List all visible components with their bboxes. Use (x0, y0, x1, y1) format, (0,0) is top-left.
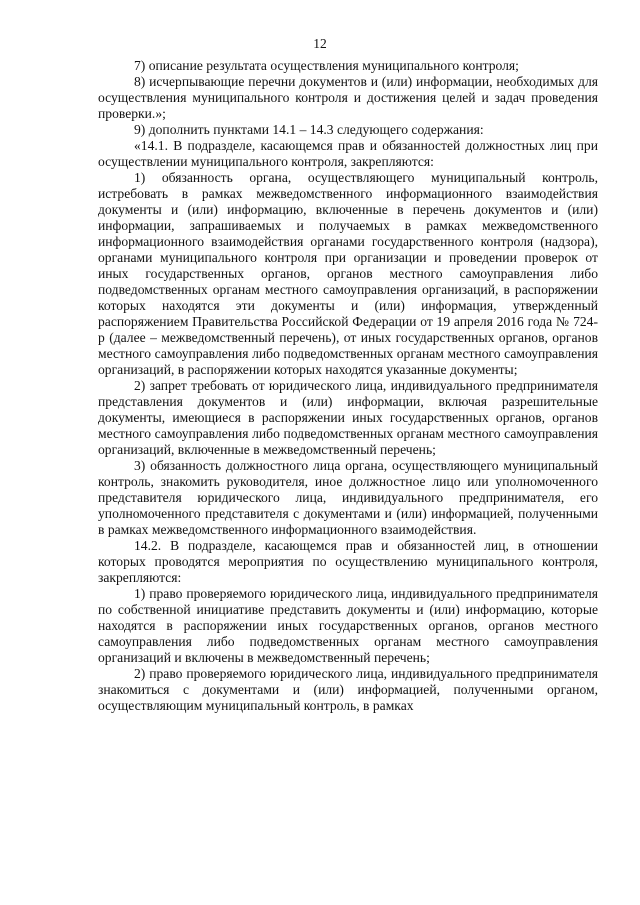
paragraph-14-1-intro: «14.1. В подразделе, касающемся прав и обязанностей должностных лиц при осуществлении муниципального контроля, закрепляются: (98, 138, 598, 169)
document-body (98, 58, 598, 714)
paragraph-14-1-item-1: 1) обязанность органа, осуществляющего муниципальный контроль, истребовать в рамках межведомственного информационного взаимодействия документы и (или) информацию, включенные в перечень документов и (или) информации, запрашиваемых и получаемых в рамках межведомственного информационного взаимодействия органами государственного контроля (надзора), органами муниципального контроля при организации и проведении проверок от иных государственных органов, органов местного самоуправления либо подведомственных органам местного самоуправления организаций, в распоряжении которых находятся эти документы и (или) информация, утвержденный распоряжением Правительства Российской Федерации от 19 апреля 2016 года № 724-р (далее – межведомственный перечень), от иных государственных органов, органов местного самоуправления либо подведомственных органам местного самоуправления организаций, в распоряжении которых находятся указанные документы; (98, 170, 598, 377)
paragraph-14-2-intro: 14.2. В подразделе, касающемся прав и обязанностей лиц, в отношении которых проводятся мероприятия по осуществлению муниципального контроля, закрепляются: (98, 538, 598, 585)
paragraph-14-1-item-3: 3) обязанность должностного лица органа, осуществляющего муниципальный контроль, знакомить руководителя, иное должностное лицо или уполномоченного представителя юридического лица, индивидуального предпринимателя, его уполномоченного представителя с документами и (или) информацией, полученными в рамках межведомственного информационного взаимодействия. (98, 458, 598, 537)
page-number: 12 (313, 36, 327, 51)
paragraph-14-2-item-2: 2) право проверяемого юридического лица, индивидуального предпринимателя знакомиться с документами и (или) информацией, полученными органом, осуществляющим муниципальный контроль, в рамках (98, 666, 598, 713)
paragraph-item-9: 9) дополнить пунктами 14.1 – 14.3 следующего содержания: (134, 122, 484, 137)
paragraph-item-8: 8) исчерпывающие перечни документов и (или) информации, необходимых для осуществления муниципального контроля и достижения целей и задач проведения проверки.»; (98, 74, 598, 121)
paragraph-14-2-item-1: 1) право проверяемого юридического лица, индивидуального предпринимателя по собственной инициативе представить документы и (или) информацию, которые находятся в распоряжении иных государственных органов, органов местного самоуправления либо подведомственных органам местного самоуправления организаций и включены в межведомственный перечень; (98, 586, 598, 665)
paragraph-14-1-item-2: 2) запрет требовать от юридического лица, индивидуального предпринимателя представления документов и (или) информации, включая разрешительные документы, имеющиеся в распоряжении иных государственных органов, органов местного самоуправления либо подведомственных органам местного самоуправления организаций, включенные в межведомственный перечень; (98, 378, 598, 457)
paragraph-item-7: 7) описание результата осуществления муниципального контроля; (134, 58, 519, 73)
